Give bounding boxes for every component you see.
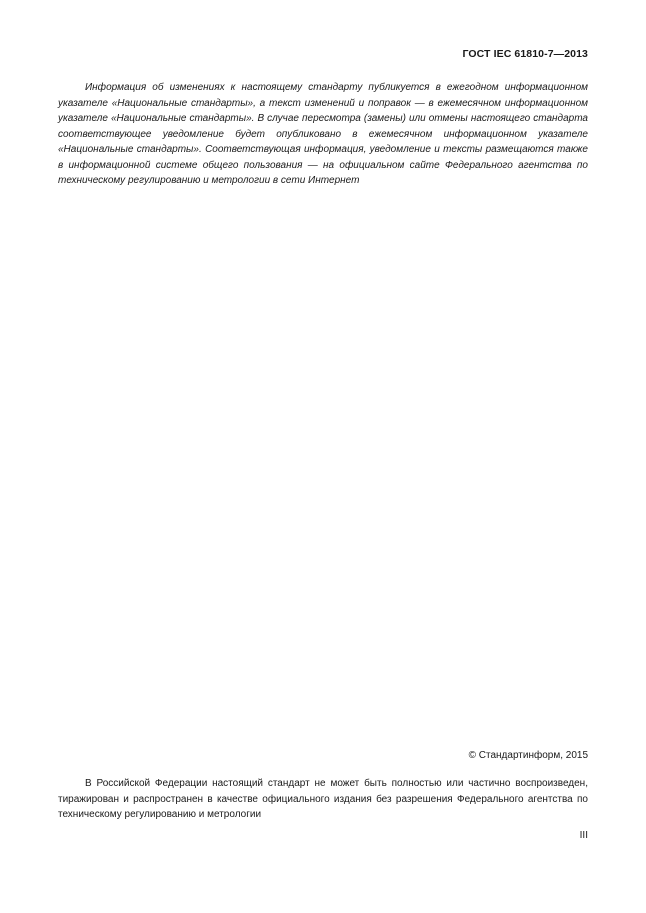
page-number: III xyxy=(579,830,588,841)
document-code-header: ГОСТ IEC 61810-7—2013 xyxy=(462,48,588,60)
reproduction-rights-paragraph: В Российской Федерации настоящий стандарт не может быть полностью или частично воспроизведен, тиражирован и распространен в качестве официального издания без разрешения Федерального агентства по техническому регулированию и метрологии xyxy=(58,778,588,820)
amendments-notice-paragraph: Информация об изменениях к настоящему стандарту публикуется в ежегодном информационном указателе «Национальные стандарты», а текст изменений и поправок — в ежемесячном информационном указателе «Национальные стандарты». В случае пересмотра (замены) или отмены настоящего стандарта соответствующее уведомление будет опубликовано в ежемесячном информационном указателе «Национальные стандарты». Соответствующая информация, уведомление и тексты размещаются также в информационной системе общего пользования — на официальном сайте Федерального агентства по техническому регулированию и метрологии в сети Интернет xyxy=(58,82,588,186)
copyright-line: © Стандартинформ, 2015 xyxy=(468,750,588,761)
